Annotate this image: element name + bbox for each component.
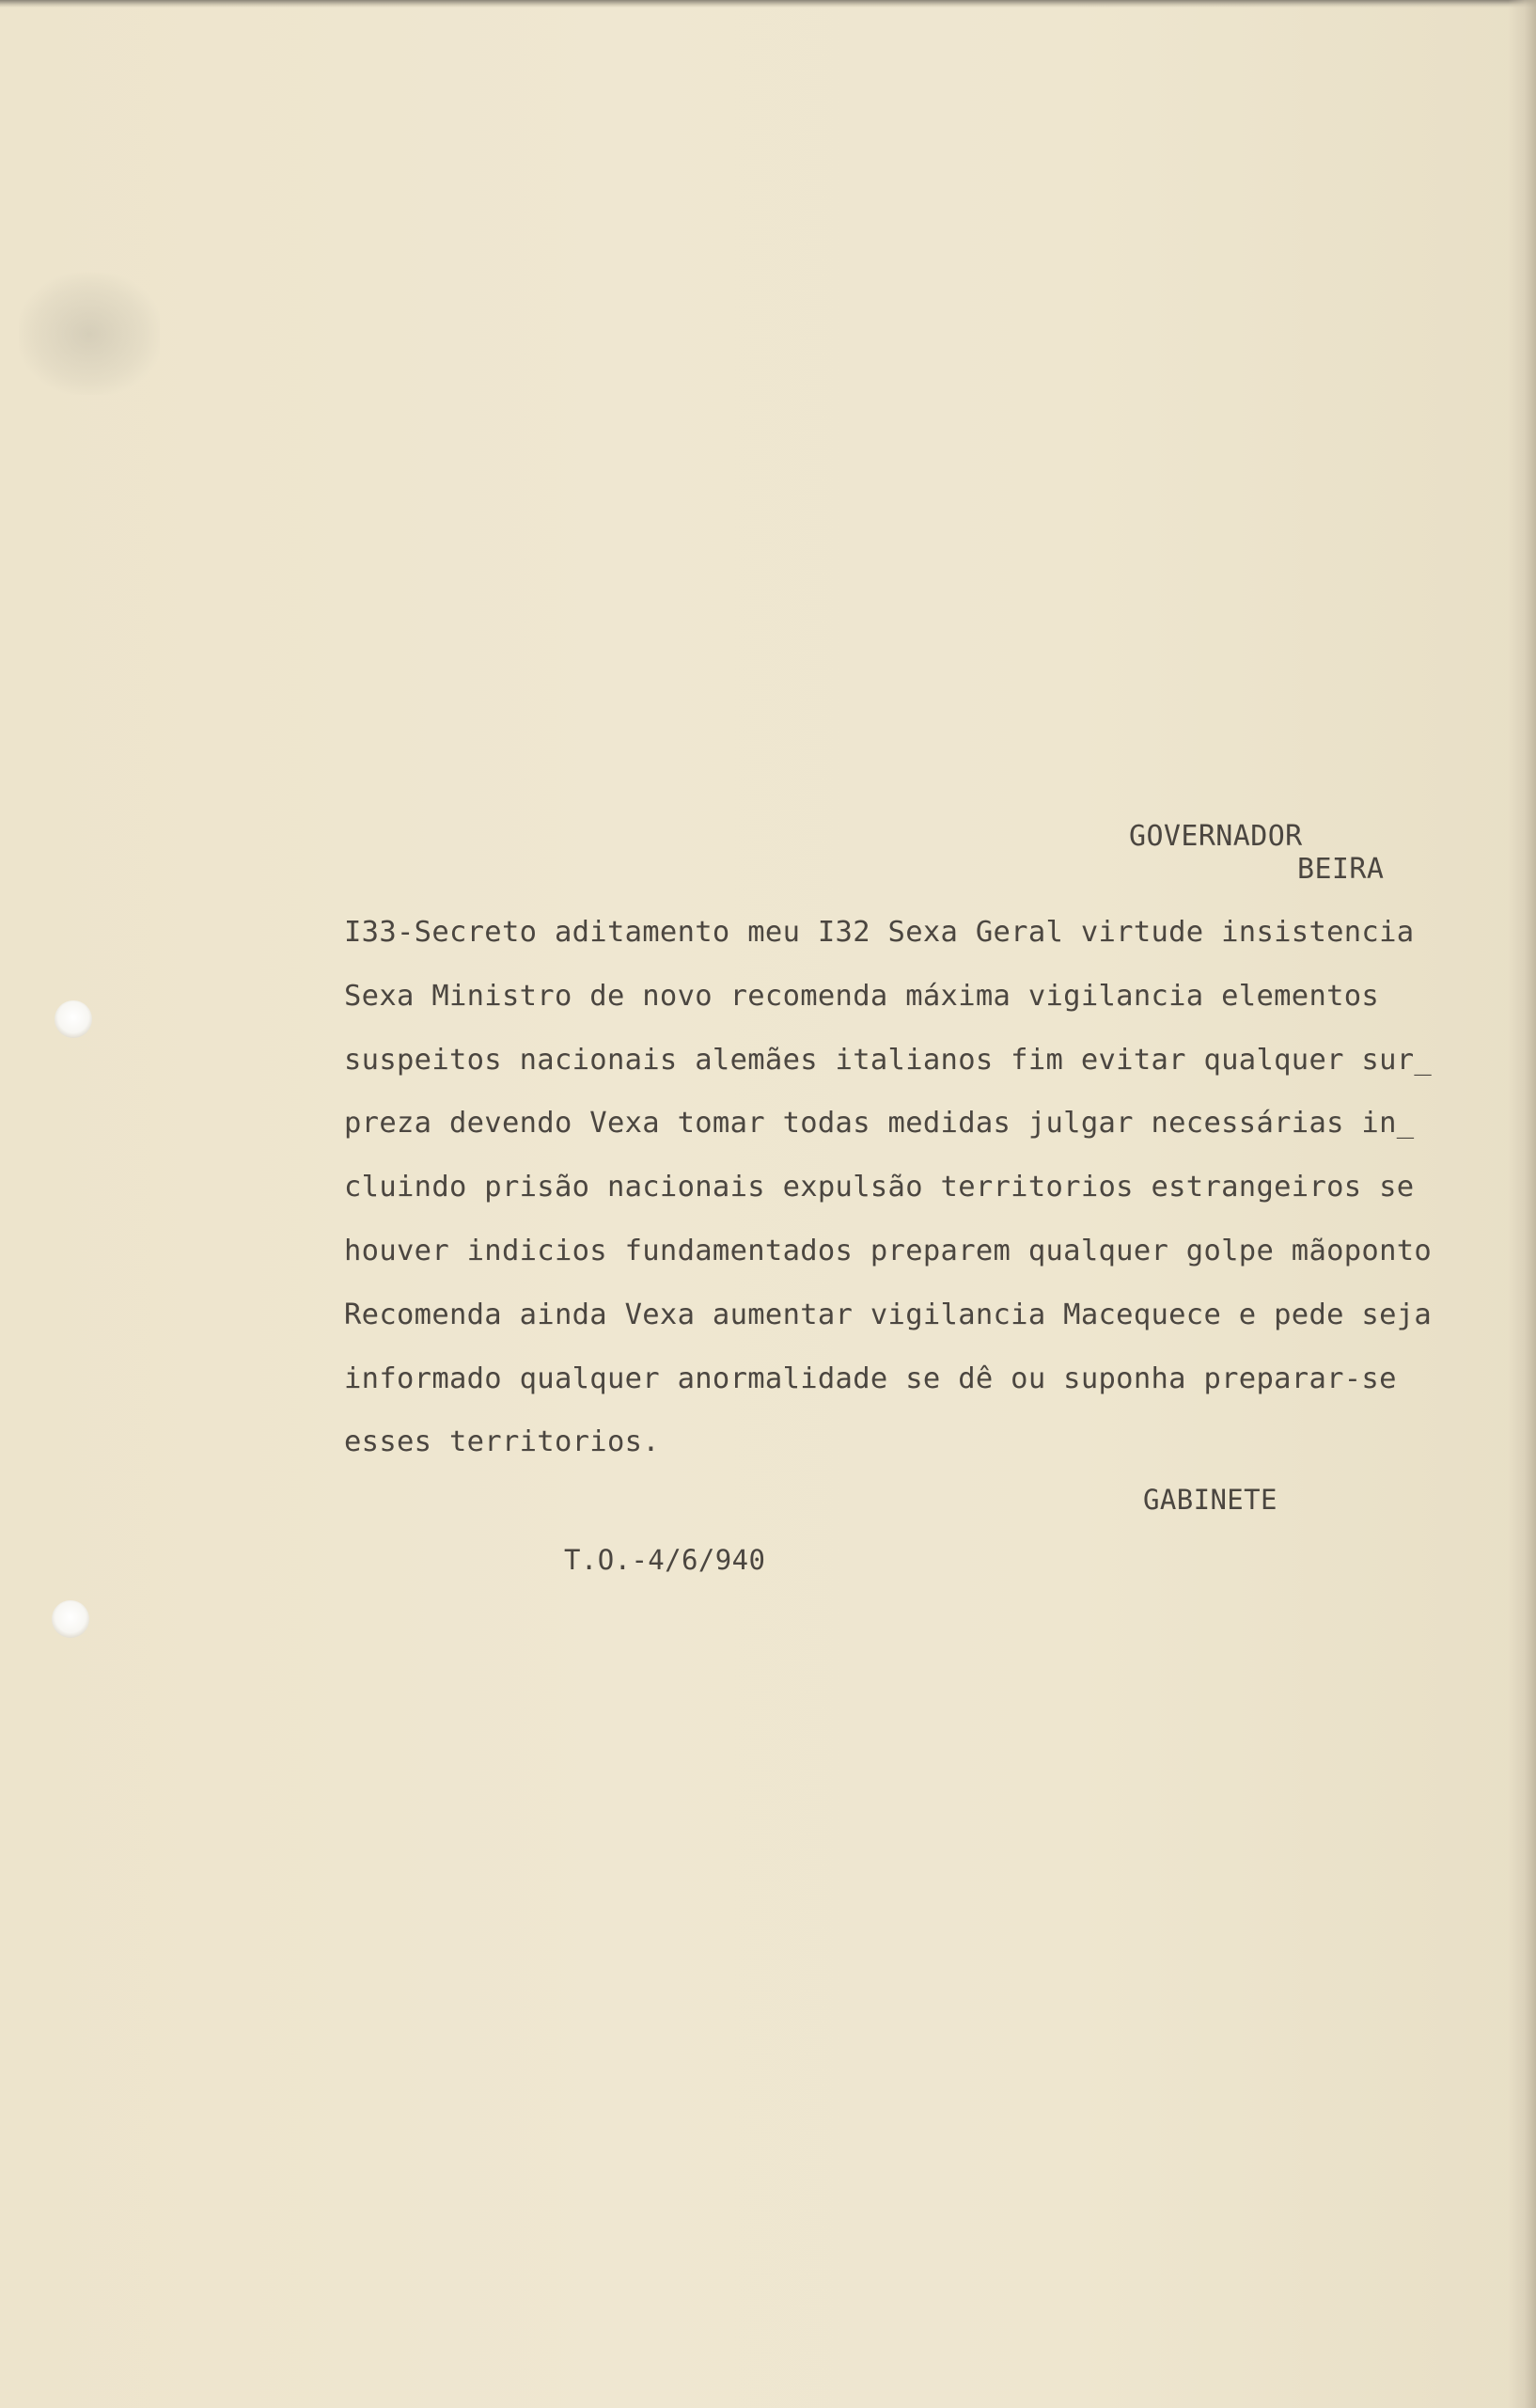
paper-top-edge [0,0,1536,8]
message-body [344,914,1510,1487]
body-line: cluindo prisão nacionais expulsão territorios estrangeiros se [344,1171,1415,1204]
addressee-location: BEIRA [1297,853,1385,886]
body-line: suspeitos nacionais alemães italianos fim evitar qualquer sur_ [344,1043,1433,1077]
body-line: esses territorios. [344,1425,660,1459]
paper-smudge [19,273,160,395]
body-line: informado qualquer anormalidade se dê ou suponha preparar-se [344,1361,1397,1395]
body-line: Sexa Ministro de novo recomenda máxima vigilancia elementos [344,979,1380,1013]
body-line: Recomenda ainda Vexa aumentar vigilancia Macequece e pede seja [344,1298,1433,1331]
body-line: I33-Secreto aditamento meu I32 Sexa Geral virtude insistencia [344,916,1415,949]
sender-signature: GABINETE [1143,1484,1277,1516]
punch-hole-top [55,1000,92,1038]
punch-hole-bottom [52,1600,89,1638]
body-line: houver indicios fundamentados preparem qualquer golpe mãoponto [344,1234,1433,1267]
body-line: preza devendo Vexa tomar todas medidas julgar necessárias in_ [344,1107,1415,1141]
paper-right-edge [1508,0,1536,2408]
addressee-title: GOVERNADOR [1129,820,1303,853]
document-reference: T.O.-4/6/940 [564,1544,766,1576]
